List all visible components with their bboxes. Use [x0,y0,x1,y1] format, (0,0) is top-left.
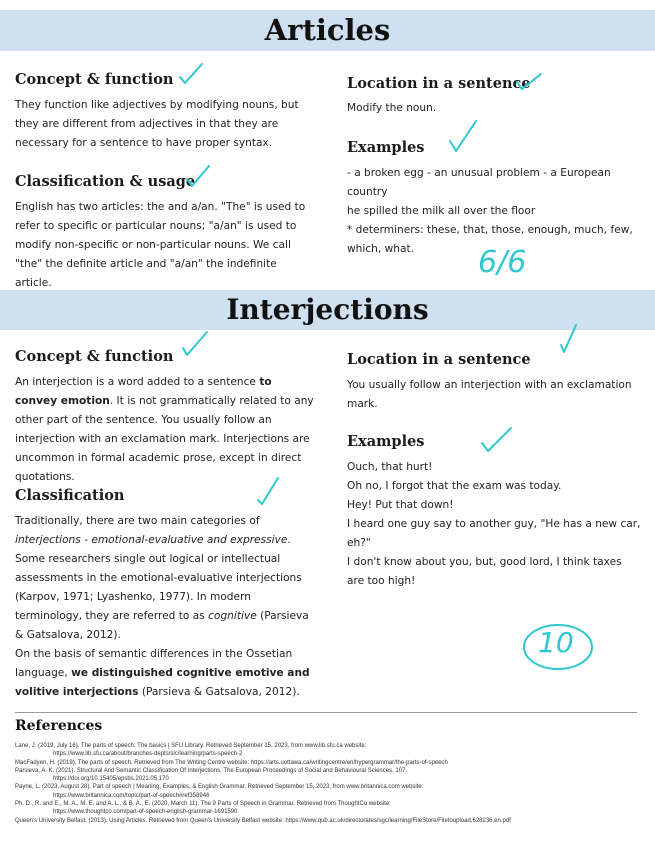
reference-entry: https://www.thoughtco.com/part-of-speech-english-grammar-1691590 [53,809,238,816]
text-segment: On the basis of semantic differences in the Ossetian language, [15,648,293,679]
articles-location-text: Modify the noun. [347,102,437,114]
checkmark-icon [254,474,282,508]
text-segment: Traditionally, there are two main categories of [15,515,260,527]
interjections-title: Interjections [0,290,655,330]
reference-entry: Ph. D., R. and E., M. A., M. E. and A. L., & B. A., E. (2020, March 11). The 9 Parts of Speech in Grammar. Retrieved from ThoughtCo website: [15,801,391,808]
articles-classification-text: English has two articles: the and a/an. "The" is used to refer to specific or particular nouns; "a/an" is used to modify non-specific or non-particular nouns. We call "the" the definite article and "a/an" the indefinite article. [15,201,306,289]
text-segment: An interjection is a word added to a sentence [15,376,260,388]
interjection-example: Ouch, that hurt! [347,461,433,473]
reference-entry: Parsieva, A. K. (2021). Structural And Semantic Classification Of Interjections. The European Proceedings of Social and Behavioural Sciences, 107. [15,767,408,774]
interjections-score [520,620,600,674]
checkmark-icon [176,61,206,87]
checkmark-icon [513,70,545,94]
interjections-examples-heading: Examples [347,433,425,450]
articles-example-line: he spilled the milk all over the floor [347,205,536,217]
reference-entry: MacFadyen, H. (2019). The parts of speech. Retrieved from The Writing Centre website: https://arts.uottawa.ca/writingcentre/en/hypergrammar/the-parts-of-speech [15,759,448,766]
interjection-example: I heard one guy say to another guy, "He has a new car, eh?" [347,518,641,549]
interjection-example: Hey! Put that down! [347,499,454,511]
reference-entry: Lane, J. (2019, July 16). The parts of speech: The basics | SFU Library. Retrieved September 15, 2023, from www.lib.sfu.ca website: [15,743,367,749]
interjections-concept-text [15,373,317,487]
articles-examples-heading: Examples [347,139,425,156]
checkmark-icon [183,163,213,191]
interjections-location-text: You usually follow an interjection with an exclamation mark. [347,379,632,410]
articles-example-line: - a broken egg - an unusual problem - a European country [347,167,611,198]
interjections-location-heading: Location in a sentence [347,351,531,368]
reference-entry: Payne, L. (2023, August 28). Part of speech | Meaning, Examples, & English Grammar. Retrieved September 15, 2023, from www.britannica.com website: [15,784,424,791]
checkmark-icon [178,328,212,360]
emphasis-text: we distinguished cognitive emotive and volitive interjections [15,667,310,698]
italic-text: interjections - emotional-evaluative and expressive [15,534,288,546]
articles-title: Articles [0,10,655,51]
interjection-example: Oh no, I forgot that the exam was today. [347,480,562,492]
interjection-example: I don't know about you, but, good lord, I think taxes are too high! [347,556,622,587]
articles-score: 6/6 [478,245,527,280]
references-divider [15,712,637,713]
checkmark-icon [478,424,516,456]
articles-classification-heading: Classification & usage [15,173,196,190]
text-segment: (Parsieva & Gatsalova, 2012). [138,686,300,698]
interjections-concept-heading: Concept & function [15,348,174,365]
score-value: 10 [538,626,574,659]
checkmark-icon [557,321,581,357]
articles-location-heading: Location in a sentence [347,75,531,92]
references-list [15,742,640,825]
text-segment: . It is not grammatically related to any other part of the sentence. You usually follow an interjection with an exclamation mark. Interjections are uncommon in formal academic prose, except in direct quotations. [15,395,314,483]
reference-entry: https://www.britannica.com/topic/part-of-speech#ref358946 [53,792,210,799]
articles-concept-heading: Concept & function [15,71,174,88]
reference-entry: https://www.lib.sfu.ca/about/branches-depts/slc/learning/parts-speech-2 [53,751,243,758]
reference-entry: https://doi.org/10.15405/epsbs.2021.05.170 [53,776,169,783]
references-heading: References [15,718,103,734]
text-segment: . Some researchers single out logical or intellectual assessments in the emotional-evaluative interjections (Karpov, 1971; Lyashenko, 1977). In modern terminology, they are referred to as [15,534,302,622]
articles-concept-text: They function like adjectives by modifying nouns, but they are different from adjectives in that they are necessary for a sentence to have proper syntax. [15,99,299,149]
articles-example-line: * determiners: these, that, those, enough, much, few, which, what. [347,224,633,255]
text-segment: (Parsieva & Gatsalova, 2012). [15,610,309,641]
interjections-classification-text [15,512,320,702]
reference-entry: Queen's University Belfast. (2013). Using Articles. Retrieved from Queen's University Belfast website: https://www.qub.ac.uk/directorates/sgc/learning/FileStore/Filetoupload,628236,en.pdf [15,817,511,824]
checkmark-icon [446,117,480,157]
emphasis-text: to convey emotion [15,376,272,407]
interjections-classification-heading: Classification [15,487,125,504]
italic-text: cognitive [208,610,257,622]
interjections-examples-text [347,458,642,591]
